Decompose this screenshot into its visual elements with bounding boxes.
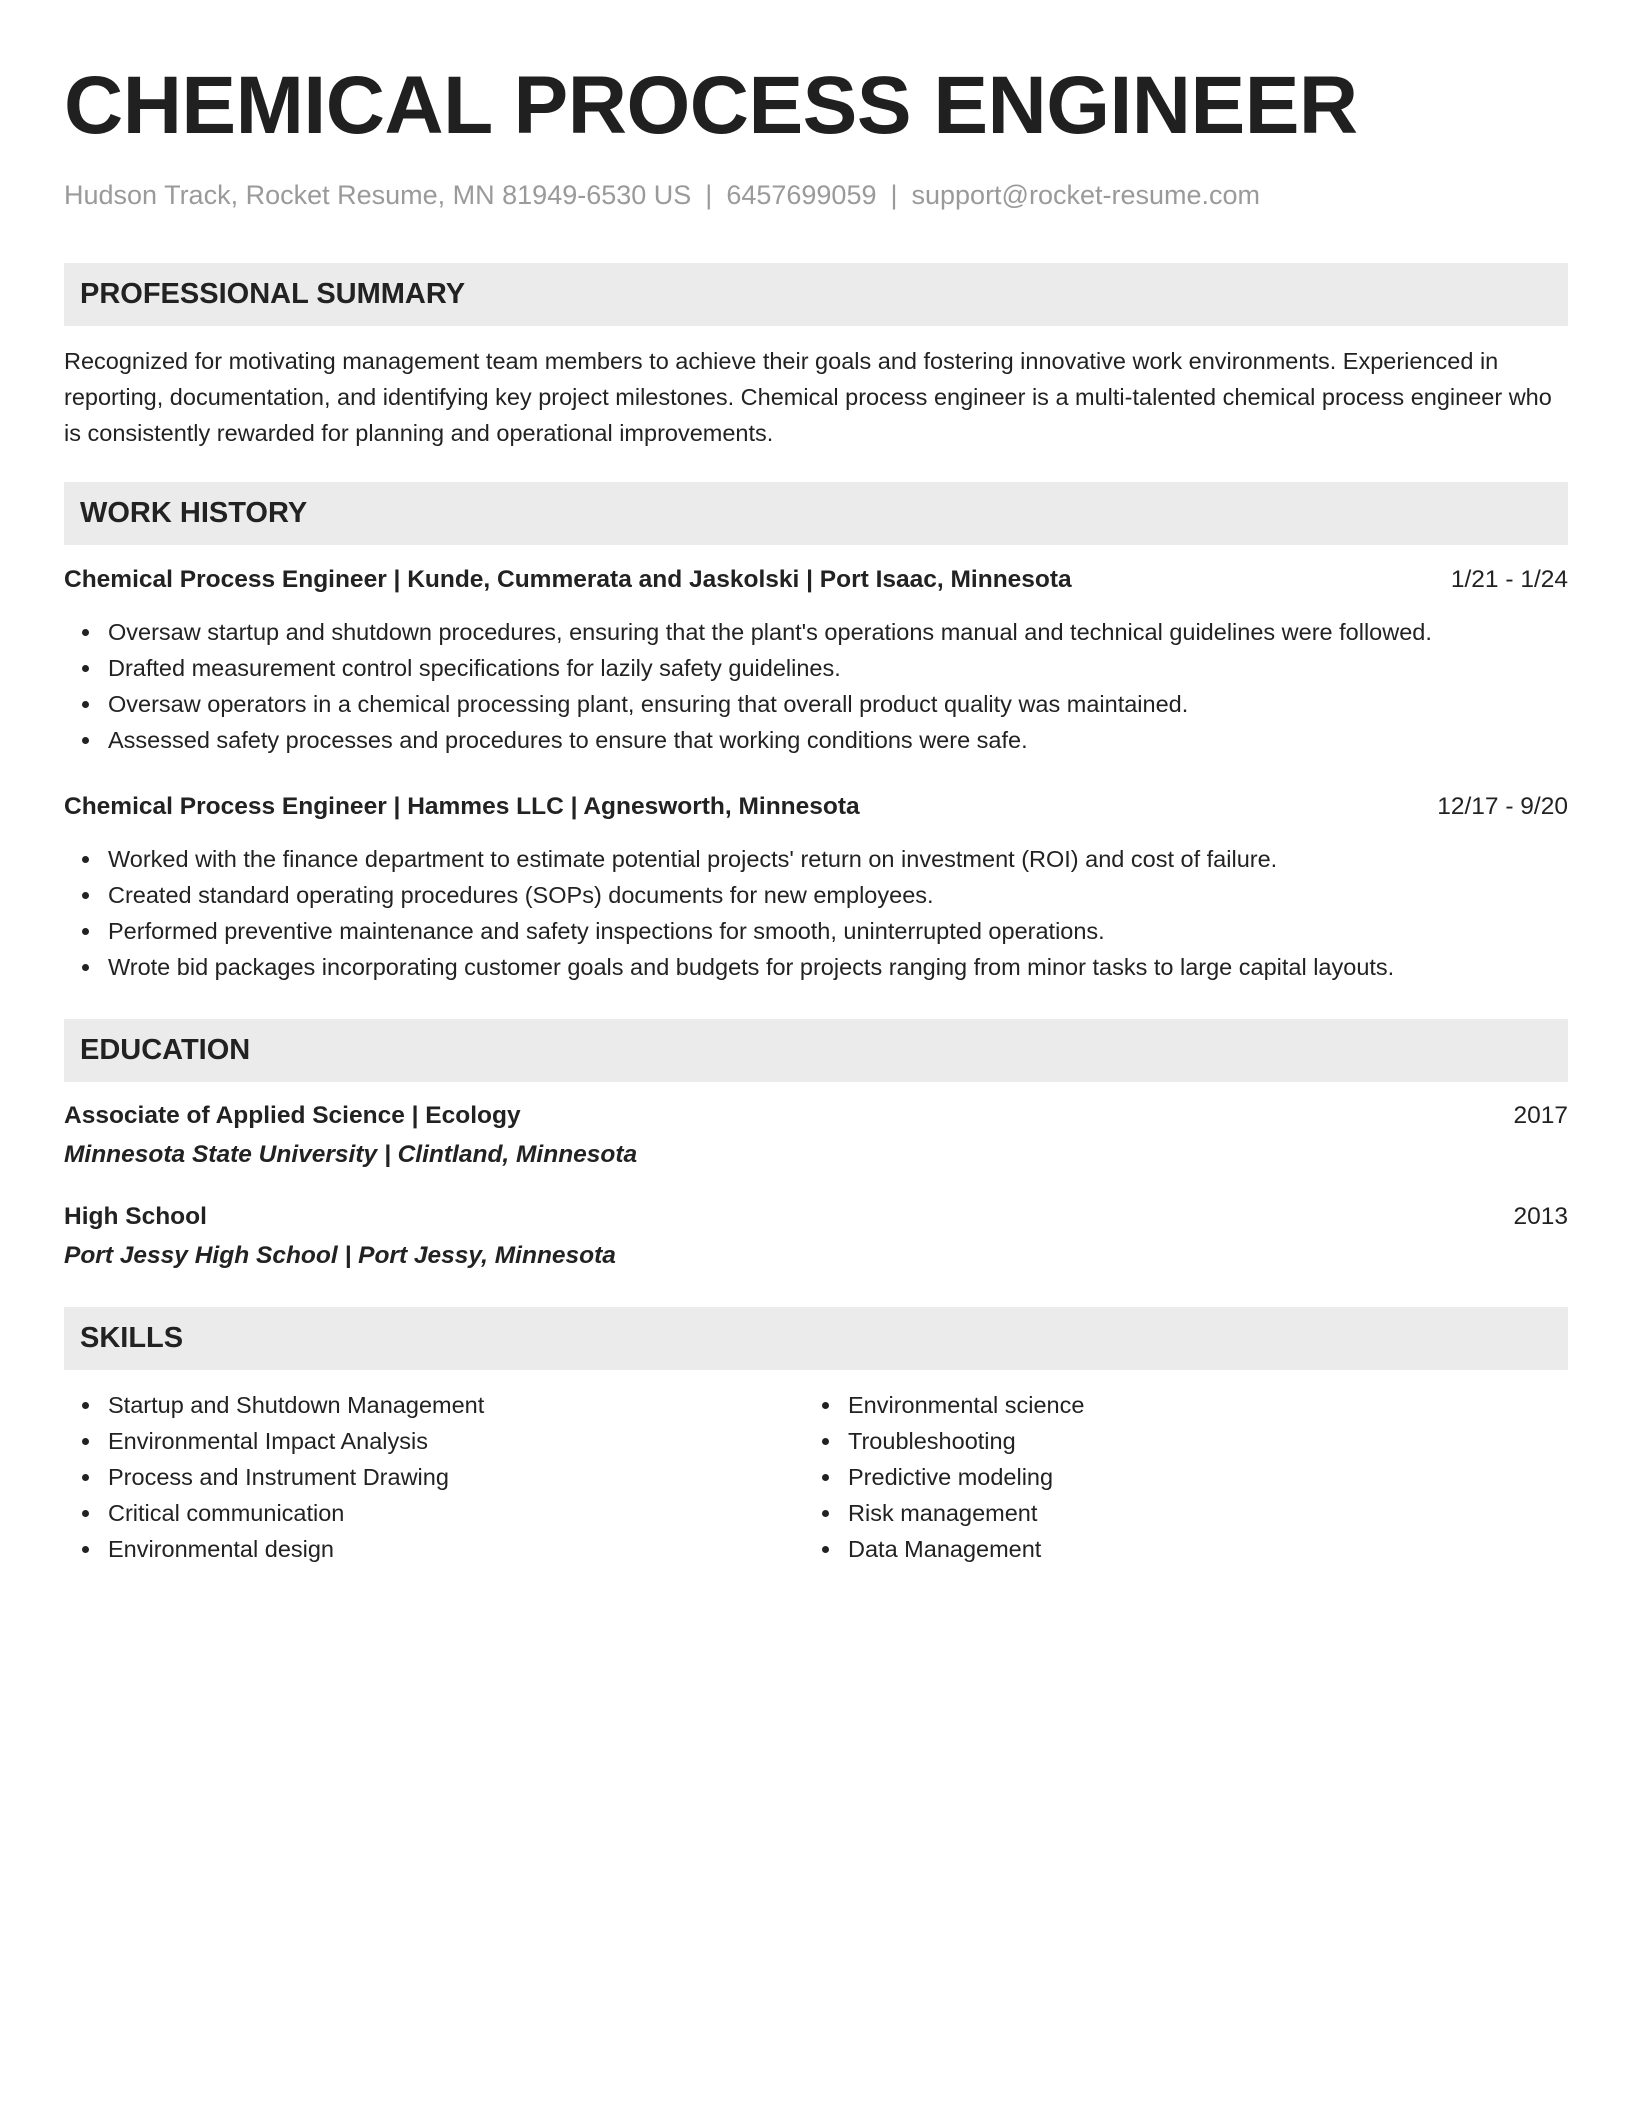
education-degree: High School [64,1203,207,1230]
job-bullet: Oversaw operators in a chemical processing plant, ensuring that overall product quality was maintained. [108,686,1568,722]
job-header [64,790,1568,824]
job-bullet-list [64,614,1568,758]
section-heading-education: EDUCATION [64,1019,1568,1082]
job-dates: 1/21 - 1/24 [1450,566,1568,593]
job-bullet-list [64,841,1568,985]
education-degree: Associate of Applied Science | Ecology [64,1102,521,1129]
skill-item: Environmental design [108,1531,816,1567]
contact-line [64,178,1568,212]
contact-separator: | [890,180,898,210]
job-bullet: Wrote bid packages incorporating customer goals and budgets for projects ranging from minor tasks to large capital layouts. [108,949,1568,985]
education-school: Minnesota State University | Clintland, Minnesota [64,1141,638,1168]
job-title: Chemical Process Engineer | Kunde, Cummerata and Jaskolski | Port Isaac, Minnesota [64,566,1072,593]
contact-separator: | [705,180,713,210]
skill-item: Risk management [848,1495,1568,1531]
education-header [64,1200,1568,1234]
education-year: 2013 [1513,1203,1568,1230]
job-header [64,563,1568,597]
contact-address: Hudson Track, Rocket Resume, MN 81949-6530 US [64,180,692,210]
section-heading-work-history: WORK HISTORY [64,482,1568,545]
skill-item: Critical communication [108,1495,816,1531]
education-header [64,1099,1568,1133]
skill-item: Troubleshooting [848,1423,1568,1459]
education-year: 2017 [1513,1102,1568,1129]
skill-item: Data Management [848,1531,1568,1567]
job-dates: 12/17 - 9/20 [1437,793,1568,820]
skills-list-right [816,1387,1568,1567]
job-bullet: Drafted measurement control specifications for lazily safety guidelines. [108,650,1568,686]
job-bullet: Assessed safety processes and procedures to ensure that working conditions were safe. [108,722,1568,758]
education-entry [64,1200,1568,1273]
contact-phone: 6457699059 [726,180,877,210]
job-bullet: Created standard operating procedures (SOPs) documents for new employees. [108,877,1568,913]
education-school: Port Jessy High School | Port Jessy, Minnesota [64,1242,616,1269]
section-heading-summary: PROFESSIONAL SUMMARY [64,263,1568,326]
job-entry [64,563,1568,758]
education-entry [64,1099,1568,1172]
job-bullet: Performed preventive maintenance and safety inspections for smooth, uninterrupted operations. [108,913,1568,949]
section-heading-skills: SKILLS [64,1307,1568,1370]
skill-item: Environmental Impact Analysis [108,1423,816,1459]
job-entry [64,790,1568,985]
skill-item: Environmental science [848,1387,1568,1423]
job-bullet: Worked with the finance department to estimate potential projects' return on investment (ROI) and cost of failure. [108,841,1568,877]
skills-columns [64,1387,1568,1567]
summary-text: Recognized for motivating management team members to achieve their goals and fostering innovative work environments. Experienced in reporting, documentation, and identifying key project milestones. Chemical process engineer is a multi-talented chemical process engineer who is consistently rewarded for planning and operational improvements. [64,348,1552,446]
skills-list-left [64,1387,816,1567]
skill-item: Process and Instrument Drawing [108,1459,816,1495]
job-bullet: Oversaw startup and shutdown procedures, ensuring that the plant's operations manual and technical guidelines were followed. [108,614,1568,650]
skill-item: Predictive modeling [848,1459,1568,1495]
resume-name: CHEMICAL PROCESS ENGINEER [64,60,1358,151]
skill-item: Startup and Shutdown Management [108,1387,816,1423]
job-title: Chemical Process Engineer | Hammes LLC | Agnesworth, Minnesota [64,793,860,820]
contact-email: support@rocket-resume.com [911,180,1261,210]
